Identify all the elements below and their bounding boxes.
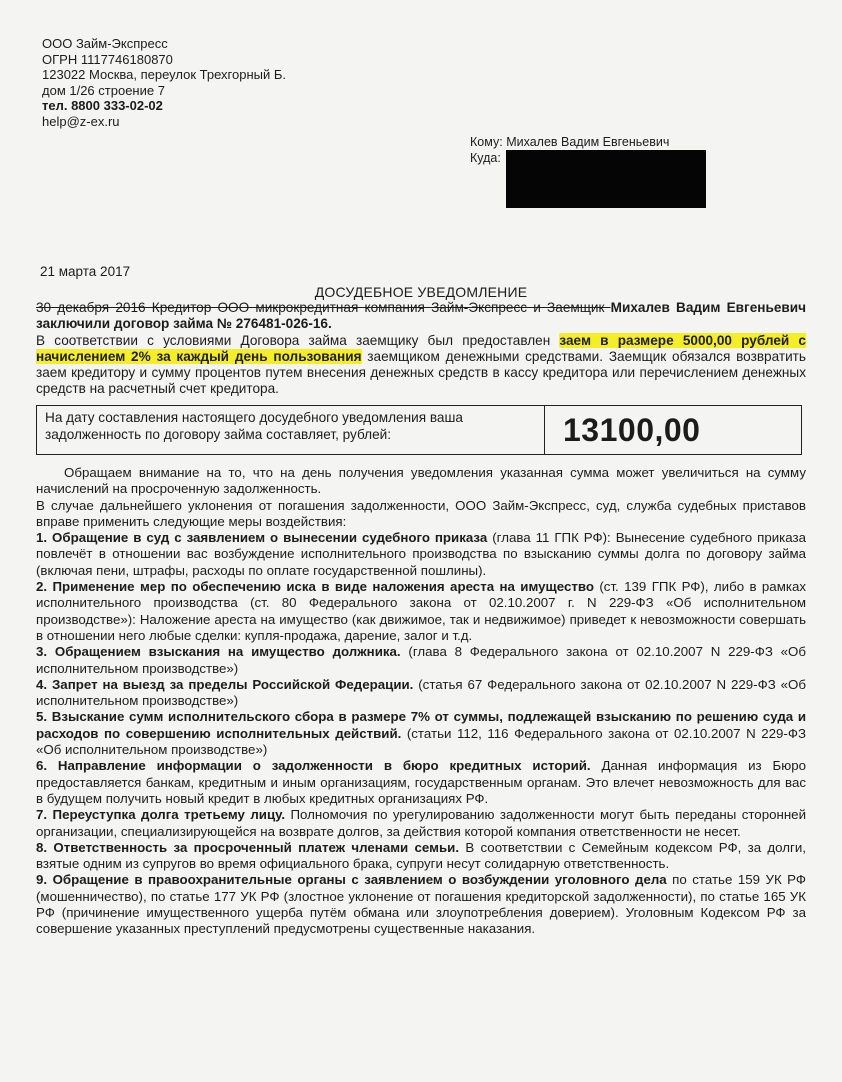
measure-item: 7. Переуступка долга третьему лицу. Полномочия по урегулированию задолженности могут быть переданы сторонней организации, специализирующейся на возврате долгов, за действия которой компания ответственности не несет. bbox=[36, 807, 806, 839]
loan-terms-highlight: заем в размере 5000,00 рублей с начислением 2% за каждый день пользования bbox=[36, 332, 806, 364]
sender-email: help@z-ex.ru bbox=[42, 113, 120, 129]
sender-company: ООО Займ-Экспресс bbox=[42, 36, 168, 51]
contract-date: 30 декабря 2016 bbox=[36, 300, 146, 315]
sender-address-2: дом 1/26 строение 7 bbox=[42, 82, 165, 98]
recipient-name: Михалев Вадим Евгеньевич bbox=[506, 135, 670, 149]
redacted-address bbox=[506, 150, 706, 208]
contract-number: 276481-026-16 bbox=[235, 316, 328, 332]
measure-item: 4. Запрет на выезд за пределы Российской Федерации. (статья 67 Федерального закона от 02.10.2007 N 229-ФЗ «Об исполнительном производстве») bbox=[36, 676, 806, 709]
measure-item: 3. Обращением взыскания на имущество должника. (глава 8 Федерального закона от 02.10.2007 N 229-ФЗ «Об исполнительном производстве») bbox=[36, 644, 806, 676]
measure-item: 6. Направление информации о задолженности в бюро кредитных историй. Данная информация из Бюро предоставляется банкам, кредитным и иным организациям, государственным органам. Это влечет невозможность для вас в будущем получить новый кредит в любых кредитных организациях РФ. bbox=[36, 758, 806, 806]
intro-text bbox=[36, 300, 806, 398]
borrower-name: Михалев Вадим Евгеньевич bbox=[610, 300, 806, 315]
notice-date: 21 марта 2017 bbox=[40, 264, 131, 279]
notice-title: ДОСУДЕБНОЕ УВЕДОМЛЕНИЕ bbox=[314, 284, 528, 300]
recipient-address-label: Куда: bbox=[470, 151, 501, 165]
intro-paragraph-2: В соответствии с условиями Договора займа заемщику был предоставлен заем в размере 5000,00 рублей с начислением 2% за каждый день пользования заемщиком денежными средствами. Заемщик обязался возвратить заем кредитору и сумму процентов путем внесения денежных средств в кассу кредитора или перечислением денежных средств на расчетный счет кредитора. bbox=[36, 332, 806, 397]
sender-ogrn: ОГРН 1117746180870 bbox=[42, 51, 173, 67]
debt-label: На дату составления настоящего досудебного уведомления ваша задолженность по договору займа составляет, рублей: bbox=[37, 406, 545, 454]
measure-item: 5. Взыскание сумм исполнительского сбора в размере 7% от суммы, подлежащей взысканию по решению суда и расходов по совершению исполнительных действий. (статьи 112, 116 Федерального закона от 02.10.2007 N 229-ФЗ «Об исполнительном производстве») bbox=[36, 709, 806, 758]
measure-item: 9. Обращение в правоохранительные органы с заявлением о возбуждении уголовного дела по статье 159 УК РФ (мошенничество), по статье 177 УК РФ (злостное уклонение от погашения кредиторской задолженности), по статье 165 УК РФ (причинение имущественного ущерба путём обмана или злоупотребления доверием). Уголовным Кодексом РФ за совершение указанных преступлений предусмотрены существенные наказания. bbox=[36, 872, 806, 937]
sender-address-1: 123022 Москва, переулок Трехгорный Б. bbox=[42, 67, 286, 82]
notice-body bbox=[36, 465, 806, 938]
debt-amount: 13100,00 bbox=[563, 411, 701, 448]
debt-box bbox=[36, 405, 802, 455]
sender-block bbox=[42, 36, 286, 129]
measures-intro: В случае дальнейшего уклонения от погашения задолженности, ООО Займ-Экспресс, суд, служба судебных приставов вправе применить следующие меры воздействия: bbox=[36, 497, 806, 529]
recipient-to-label: Кому: bbox=[470, 135, 503, 149]
attention-paragraph: Обращаем внимание на то, что на день получения уведомления указанная сумма может увеличиться на сумму начислений на просроченную задолженность. bbox=[36, 465, 806, 497]
measure-item: 1. Обращение в суд с заявлением о вынесении судебного приказа (глава 11 ГПК РФ): Вынесение судебного приказа повлечёт в отношении вас возбуждение исполнительного производства по взысканию суммы долга по договору займа (включая пени, штрафы, расходы по оплате государственной пошлины). bbox=[36, 530, 806, 578]
sender-phone: тел. 8800 333-02-02 bbox=[42, 98, 163, 113]
measure-item: 2. Применение мер по обеспечению иска в виде наложения ареста на имущество (ст. 139 ГПК РФ), либо в рамках исполнительного производства (ст. 80 Федерального закона от 02.10.2007 г. N 229-ФЗ «Об исполнительном производстве»): Наложение ареста на имущество (как движимое, так и недвижимое) приведет к невозможности совершать в отношении него любые сделки: купля-продажа, дарение, залог и т.д. bbox=[36, 579, 806, 643]
intro-paragraph-1: 30 декабря 2016 Кредитор ООО микрокредитная компания Займ-Экспресс и Заемщик Михалев Вадим Евгеньевич заключили договор займа № 276481-026-16. bbox=[36, 300, 806, 332]
measure-item: 8. Ответственность за просроченный платеж членами семьи. В соответствии с Семейным кодексом РФ, за долги, взятые одним из супругов во время официального брака, супруги несут солидарную ответственность. bbox=[36, 839, 806, 872]
